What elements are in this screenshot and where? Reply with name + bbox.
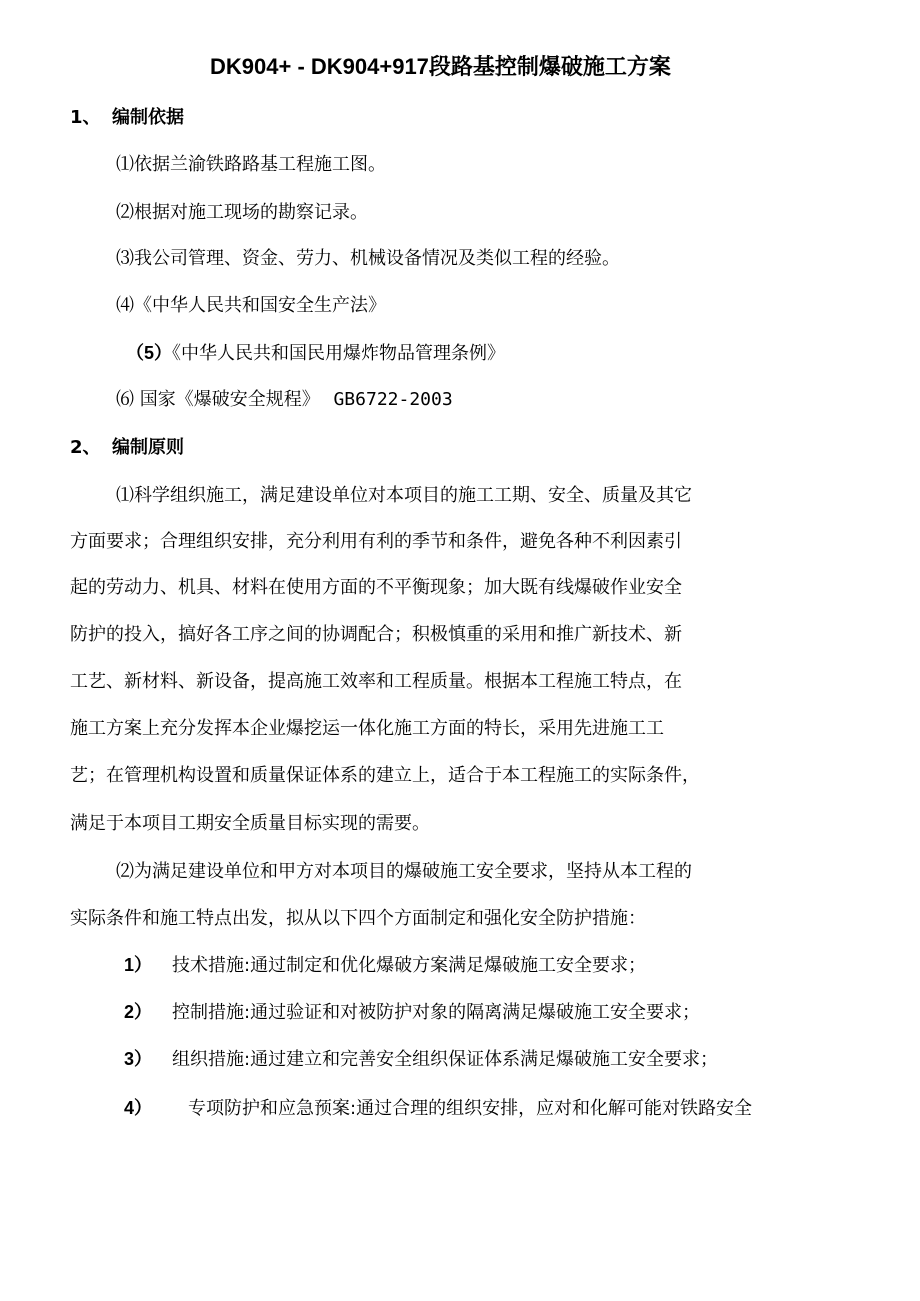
measure-4-label: 4） <box>124 1098 153 1118</box>
basis-item-6 <box>116 385 453 411</box>
section-2-title: 编制原则 <box>112 437 184 458</box>
principle-para2-line: ⑵为满足建设单位和甲方对本项目的爆破施工安全要求，坚持从本工程的 <box>116 861 692 882</box>
basis-item-2: ⑵根据对施工现场的勘察记录。 <box>116 202 368 223</box>
principle-para1-line: ⑴科学组织施工，满足建设单位对本项目的施工工期、安全、质量及其它 <box>116 485 692 506</box>
measure-2-label: 2） <box>124 1002 153 1022</box>
basis-item-5 <box>126 339 505 365</box>
principle-para1-line: 满足于本项目工期安全质量目标实现的需要。 <box>70 813 430 834</box>
measure-3-text: 组织措施:通过建立和完善安全组织保证体系满足爆破施工安全要求； <box>172 1049 719 1070</box>
section-1-number: 1、 <box>70 107 101 128</box>
principle-para2-line: 实际条件和施工特点出发，拟从以下四个方面制定和强化安全防护措施： <box>70 908 646 929</box>
basis-item-3: ⑶我公司管理、资金、劳力、机械设备情况及类似工程的经验。 <box>116 248 620 269</box>
principle-para1-line: 防护的投入，搞好各工序之间的协调配合；积极慎重的采用和推广新技术、新 <box>70 624 682 645</box>
page-title: DK904+ - DK904+917段路基控制爆破施工方案 <box>210 54 671 79</box>
basis-item-5-label: （5） <box>126 343 173 363</box>
section-1-title: 编制依据 <box>112 107 184 128</box>
basis-item-6-text: ⑹ 国家《爆破安全规程》 <box>116 389 320 410</box>
principle-para1-line: 施工方案上充分发挥本企业爆挖运一体化施工方面的特长，采用先进施工工 <box>70 718 664 739</box>
principle-para1-line: 方面要求；合理组织安排，充分利用有利的季节和条件，避免各种不利因素引 <box>70 531 682 552</box>
measure-4-text: 专项防护和应急预案:通过合理的组织安排，应对和化解可能对铁路安全 <box>188 1098 753 1119</box>
basis-item-4: ⑷《中华人民共和国安全生产法》 <box>116 295 386 316</box>
measure-2-text: 控制措施:通过验证和对被防护对象的隔离满足爆破施工安全要求； <box>172 1002 701 1023</box>
measure-3-label: 3） <box>124 1049 153 1069</box>
section-2-number: 2、 <box>70 437 101 458</box>
section-2-heading <box>70 433 184 459</box>
principle-para1-line: 起的劳动力、机具、材料在使用方面的不平衡现象；加大既有线爆破作业安全 <box>70 577 682 598</box>
basis-item-6-code: GB6722-2003 <box>333 389 453 410</box>
measure-1-label: 1） <box>124 955 153 975</box>
measure-1-text: 技术措施:通过制定和优化爆破方案满足爆破施工安全要求； <box>172 955 647 976</box>
principle-para1-line: 工艺、新材料、新设备，提高施工效率和工程质量。根据本工程施工特点，在 <box>70 671 682 692</box>
basis-item-1: ⑴依据兰渝铁路路基工程施工图。 <box>116 154 386 175</box>
principle-para1-line: 艺；在管理机构设置和质量保证体系的建立上，适合于本工程施工的实际条件， <box>70 765 700 786</box>
section-1-heading <box>70 103 184 129</box>
basis-item-5-text: 《中华人民共和国民用爆炸物品管理条例》 <box>172 343 506 364</box>
